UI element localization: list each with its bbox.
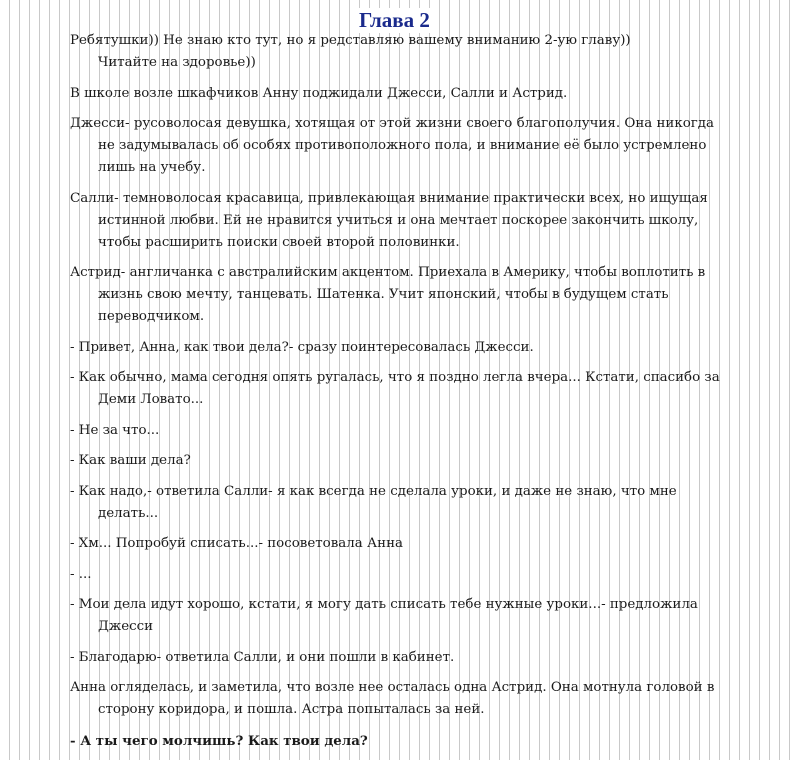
dialogue-line: - Как надо,- ответила Салли- я как всегда не сделала уроки, и даже не знаю, что мне делать...: [70, 483, 677, 521]
paragraph: Джесси- русоволосая девушка, хотящая от этой жизни своего благополучия. Она никогда не задумывалась об особях противоположного пола, и внимание её было устремлено лишь на учебу.: [70, 116, 715, 175]
dialogue-line: - Мои дела идут хорошо, кстати, я могу дать списать тебе нужные уроки...- предложила Джесси: [70, 597, 698, 634]
chapter-title: Глава 2: [359, 8, 430, 32]
paragraph: В школе возле шкафчиков Анну поджидали Джесси, Салли и Астрид.: [70, 85, 568, 101]
paragraph: Анна огляделась, и заметила, что возле нее осталась одна Астрид. Она мотнула головой в сторону коридора, и пошла. Астра попыталась за ней.: [70, 680, 715, 717]
dialogue-line: - Привет, Анна, как твои дела?- сразу поинтересовалась Джесси.: [70, 339, 534, 355]
dialogue-line: - ...: [70, 566, 92, 582]
dialogue-line: - Как обычно, мама сегодня опять ругалась, что я поздно легла вчера... Кстати, спасибо за Деми Ловато...: [70, 370, 720, 407]
dialogue-line: - Не за что...: [70, 422, 160, 438]
dialogue-line: - Как ваши дела?: [70, 453, 191, 468]
dialogue-line-bold: - А ты чего молчишь? Как твои дела?: [70, 732, 368, 749]
dialogue-line: - Благодарю- ответила Салли, и они пошли в кабинет.: [70, 649, 455, 665]
story-text: [70, 30, 730, 760]
paragraph: Салли- темноволосая красавица, привлекающая внимание практически всех, но ищущая истинной любви. Ей не нравится учиться и она мечтает поскорее закончить школу, чтобы расширить поиски своей второй половинки.: [70, 190, 708, 250]
paragraph-intro: Ребятушки)) Не знаю кто тут, но я редставляю вашему вниманию 2-ую главу)) Читайте на здоровье)): [70, 33, 631, 70]
paragraph: Астрид- англичанка с австралийским акцентом. Приехала в Америку, чтобы воплотить в жизнь свою мечту, танцевать. Шатенка. Учит японский, чтобы в будущем стать переводчиком.: [70, 265, 706, 324]
dialogue-line: - Хм... Попробуй списать...- посоветовала Анна: [70, 536, 403, 551]
